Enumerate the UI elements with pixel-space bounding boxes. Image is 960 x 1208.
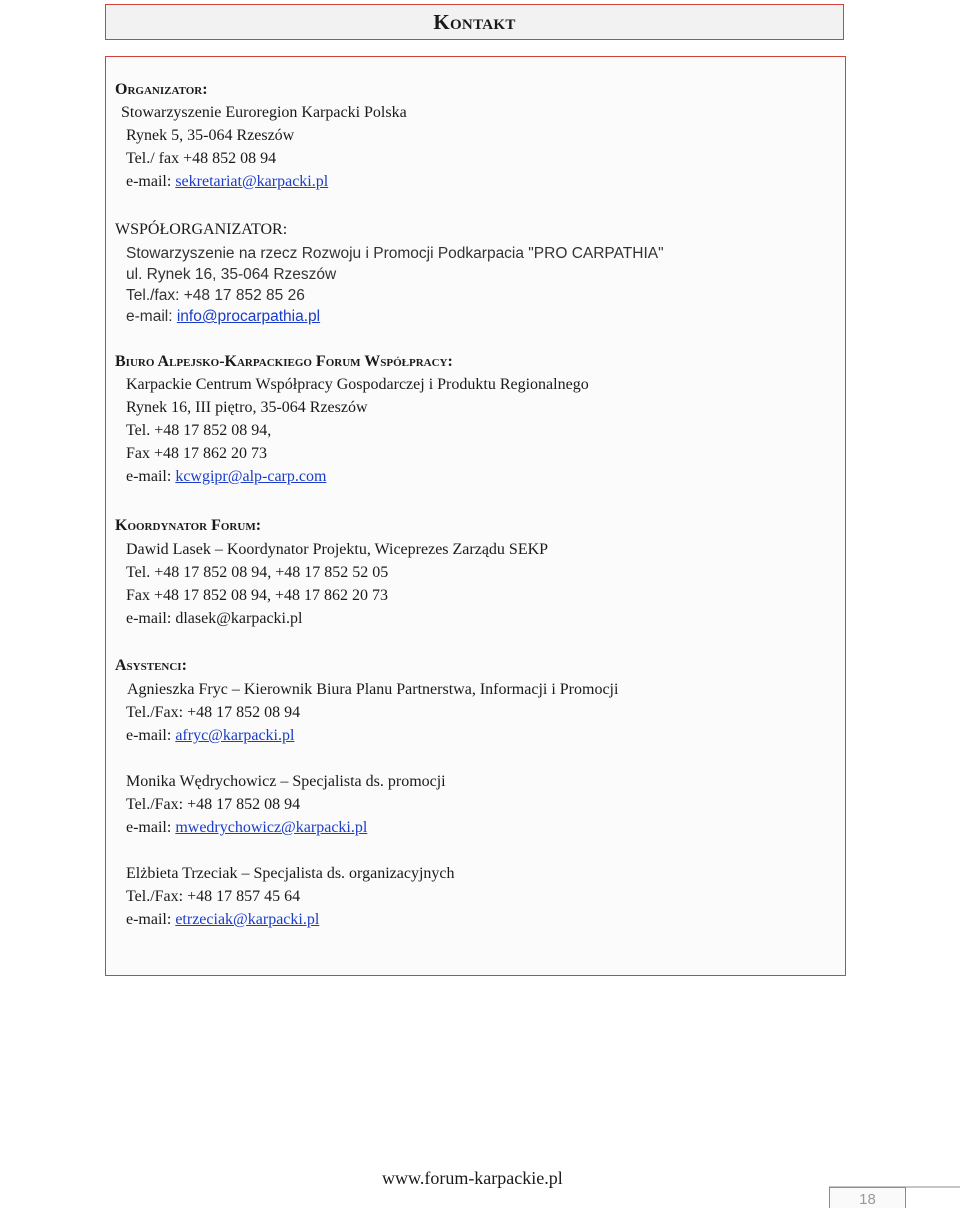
page-number-tab (829, 1187, 906, 1208)
asystent-name: Agnieszka Fryc – Kierownik Biura Planu Partnerstwa, Informacji i Promocji (127, 681, 619, 698)
asystent-phone: Tel./Fax: +48 17 852 08 94 (126, 704, 301, 721)
organizator-email-link[interactable]: sekretariat@karpacki.pl (175, 173, 329, 190)
asystent-name: Monika Wędrychowicz – Specjalista ds. promocji (126, 773, 446, 790)
asystent-email-line (126, 819, 367, 837)
koordynator-email-line: e-mail: dlasek@karpacki.pl (126, 610, 303, 627)
koordynator-phone: Tel. +48 17 852 08 94, +48 17 852 52 05 (126, 564, 389, 581)
wspolorganizator-address: ul. Rynek 16, 35-064 Rzeszów (126, 266, 337, 283)
organizator-address: Rynek 5, 35-064 Rzeszów (126, 127, 295, 144)
wspolorganizator-phone: Tel./fax: +48 17 852 85 26 (126, 287, 305, 304)
organizator-phone: Tel./ fax +48 852 08 94 (126, 150, 277, 167)
page-title: Kontakt (433, 9, 516, 34)
asystent-email-line (126, 727, 294, 745)
asystent-email-link[interactable]: afryc@karpacki.pl (175, 727, 295, 744)
wspolorganizator-email-line (126, 308, 320, 326)
koordynator-heading: Koordynator Forum: (115, 517, 262, 534)
biuro-email-link[interactable]: kcwgipr@alp-carp.com (175, 468, 327, 485)
organizator-heading: Organizator: (115, 81, 208, 98)
asystent-email-label: e-mail: (126, 727, 176, 744)
wspolorganizator-heading: WSPÓŁORGANIZATOR: (115, 221, 288, 238)
contact-box (105, 56, 846, 976)
koordynator-name: Dawid Lasek – Koordynator Projektu, Wiceprezes Zarządu SEKP (126, 541, 549, 558)
biuro-email-label: e-mail: (126, 468, 176, 485)
asystent-email-label: e-mail: (126, 819, 176, 836)
asystent-name: Elżbieta Trzeciak – Specjalista ds. organizacyjnych (126, 865, 455, 882)
biuro-fax: Fax +48 17 862 20 73 (126, 445, 268, 462)
biuro-email-line (126, 468, 326, 486)
asystent-email-link[interactable]: etrzeciak@karpacki.pl (175, 911, 320, 928)
organizator-email-label: e-mail: (126, 173, 176, 190)
title-box (105, 4, 844, 40)
asystent-email-line (126, 911, 319, 929)
wspolorganizator-email-link[interactable]: info@procarpathia.pl (176, 308, 321, 325)
asystent-email-label: e-mail: (126, 911, 176, 928)
asystent-phone: Tel./Fax: +48 17 857 45 64 (126, 888, 301, 905)
wspolorganizator-name: Stowarzyszenie na rzecz Rozwoju i Promocji Podkarpacia "PRO CARPATHIA" (126, 245, 664, 262)
footer-url: www.forum-karpackie.pl (382, 1168, 563, 1188)
page-number: 18 (859, 1191, 876, 1208)
asystent-email-link[interactable]: mwedrychowicz@karpacki.pl (175, 819, 368, 836)
koordynator-fax: Fax +48 17 852 08 94, +48 17 862 20 73 (126, 587, 389, 604)
biuro-heading: Biuro Alpejsko-Karpackiego Forum Współpracy: (115, 353, 453, 370)
wspolorganizator-email-label: e-mail: (126, 308, 177, 325)
biuro-name: Karpackie Centrum Współpracy Gospodarczej i Produktu Regionalnego (126, 376, 589, 393)
asystenci-heading: Asystenci: (115, 657, 187, 674)
asystent-phone: Tel./Fax: +48 17 852 08 94 (126, 796, 301, 813)
biuro-phone: Tel. +48 17 852 08 94, (126, 422, 272, 439)
biuro-address: Rynek 16, III piętro, 35-064 Rzeszów (126, 399, 368, 416)
organizator-email-line (126, 173, 328, 191)
organizator-name: Stowarzyszenie Euroregion Karpacki Polska (121, 104, 407, 121)
